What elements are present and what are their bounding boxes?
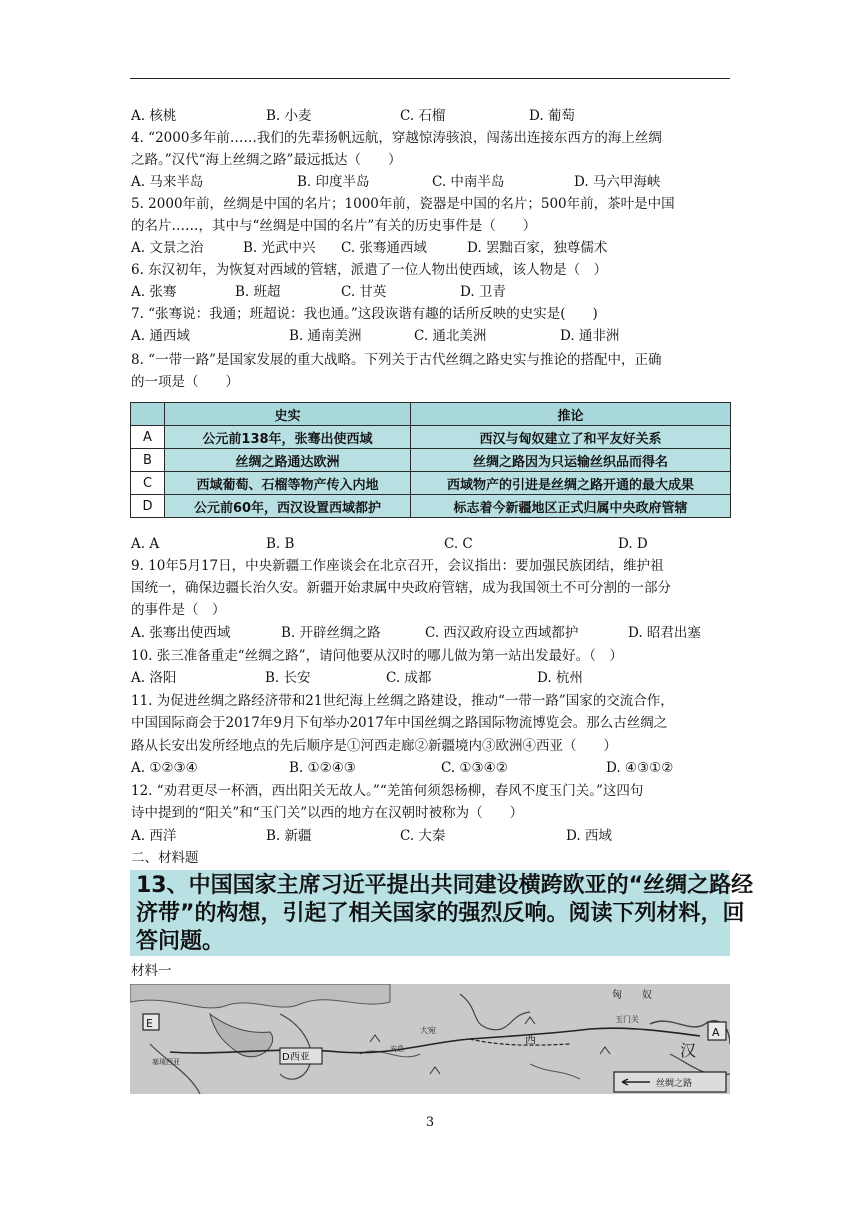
q11-option-a: A. ①②③④	[131, 760, 198, 776]
q10-option-a: A. 洛阳	[131, 670, 177, 686]
row-fact: 西域葡萄、石榴等物产传入内地	[165, 472, 411, 495]
map-label-han: 汉	[680, 1041, 697, 1060]
q11-option-b: B. ①②④③	[289, 760, 356, 776]
q12-line2: 诗中提到的“阳关”和“玉门关”以西的地方在汉朝时被称为（ ）	[131, 805, 524, 821]
q10-option-d: D. 杭州	[537, 670, 583, 686]
map-legend-label: 丝绸之路	[656, 1079, 693, 1089]
q8-option-c: C. C	[444, 536, 473, 552]
q11-line1: 11. 为促进丝绸之路经济带和21世纪海上丝绸之路建设，推动“一带一路”国家的交流合作，	[131, 693, 674, 709]
row-inference: 西域物产的引进是丝绸之路开通的最大成果	[411, 472, 731, 495]
map-label-yumenguan: 玉门关	[615, 1015, 639, 1024]
row-fact: 公元前60年，西汉设置西域都护	[165, 495, 411, 518]
silk-road-map-drawing	[130, 984, 730, 1094]
table-row	[131, 449, 731, 472]
map-label-anxi: 安息	[390, 1045, 404, 1053]
q13-banner-line1: 13、中国国家主席习近平提出共同建设横跨欧亚的“丝绸之路经	[136, 873, 754, 898]
row-inference: 标志着今新疆地区正式归属中央政府管辖	[411, 495, 731, 518]
q7-option-b: B. 通南美洲	[289, 328, 362, 344]
q4-line1: 4. “2000多年前……我们的先辈扬帆远航，穿越惊涛骇浪，闯荡出连接东西方的海上丝绸	[131, 130, 662, 146]
q9-option-c: C. 西汉政府设立西域都护	[425, 625, 579, 641]
map-label-daqin: 塞琉西亚	[152, 1058, 180, 1066]
q8-option-b: B. B	[266, 536, 295, 552]
q9-option-a: A. 张骞出使西域	[131, 625, 231, 641]
row-letter: C	[131, 472, 165, 495]
q13-banner	[130, 870, 754, 956]
q11-option-c: C. ①③④②	[441, 760, 508, 776]
map-label-dayuan: 大宛	[420, 1026, 436, 1035]
q3-option-c: C. 石榴	[400, 108, 446, 124]
material-label: 材料一	[131, 963, 172, 979]
table-header-fact: 史实	[165, 403, 411, 426]
page-number: 3	[425, 1115, 435, 1130]
q7-option-a: A. 通西域	[131, 328, 190, 344]
map-label-d: D西亚	[282, 1052, 310, 1063]
q7-option-c: C. 通北美洲	[414, 328, 487, 344]
q9-line2: 国统一，确保边疆长治久安。新疆开始隶属中央政府管辖，成为我国领土不可分割的一部分	[131, 580, 671, 596]
q9-line3: 的事件是（ ）	[131, 602, 226, 618]
q11-option-d: D. ④③①②	[606, 760, 674, 776]
q12-option-d: D. 西域	[566, 828, 612, 844]
q13-banner-line3: 答问题。	[136, 929, 225, 954]
header-rule	[130, 78, 730, 79]
q9-line1: 9. 10年5月17日，中央新疆工作座谈会在北京召开，会议指出：要加强民族团结，维护祖	[131, 558, 664, 574]
q4-option-d: D. 马六甲海峡	[574, 174, 661, 190]
q4-option-c: C. 中南半岛	[432, 174, 505, 190]
q8-line2: 的一项是（ ）	[131, 374, 239, 390]
row-inference: 丝绸之路因为只运输丝织品而得名	[411, 449, 731, 472]
q12-option-c: C. 大秦	[400, 828, 446, 844]
q5-option-b: B. 光武中兴	[243, 240, 316, 256]
q3-option-b: B. 小麦	[266, 108, 312, 124]
q6-option-d: D. 卫青	[460, 284, 506, 300]
map-label-a: A	[712, 1026, 720, 1039]
table-header-row	[131, 403, 731, 426]
map-label-xi: 西	[525, 1033, 536, 1046]
q8-line1: 8. “一带一路”是国家发展的重大战略。下列关于古代丝绸之路史实与推论的搭配中，正确	[131, 352, 662, 368]
q12-option-b: B. 新疆	[266, 828, 312, 844]
q8-table	[130, 402, 731, 518]
row-fact: 公元前138年，张骞出使西域	[165, 426, 411, 449]
q10-option-b: B. 长安	[265, 670, 311, 686]
q8-option-a: A. A	[131, 536, 160, 552]
table-row	[131, 426, 731, 449]
q6-line1: 6. 东汉初年，为恢复对西域的管辖，派遣了一位人物出使西域，该人物是（ ）	[131, 262, 608, 278]
q3-option-d: D. 葡萄	[529, 108, 575, 124]
q5-option-a: A. 文景之治	[131, 240, 204, 256]
map-label-e: E	[146, 1017, 153, 1030]
table-row	[131, 495, 731, 518]
q11-line3: 路从长安出发所经地点的先后顺序是①河西走廊②新疆境内③欧洲④西亚（ ）	[131, 738, 617, 754]
row-fact: 丝绸之路通达欧洲	[165, 449, 411, 472]
section-heading: 二、材料题	[131, 850, 199, 866]
q6-option-b: B. 班超	[235, 284, 281, 300]
q5-line2: 的名片……，其中与“丝绸是中国的名片”有关的历史事件是（ ）	[131, 218, 537, 234]
q12-line1: 12. “劝君更尽一杯酒，西出阳关无故人。”“羌笛何须怨杨柳，春风不度玉门关。”这四句	[131, 783, 644, 799]
q13-banner-line2: 济带”的构想，引起了相关国家的强烈反响。阅读下列材料，回	[136, 901, 745, 926]
q10-option-c: C. 成都	[386, 670, 432, 686]
q10-line1: 10. 张三准备重走“丝绸之路”，请问他要从汉时的哪儿做为第一站出发最好。（ ）	[131, 648, 623, 664]
q9-option-b: B. 开辟丝绸之路	[281, 625, 381, 641]
q5-option-d: D. 罢黜百家，独尊儒术	[467, 240, 608, 256]
row-letter: A	[131, 426, 165, 449]
q6-option-a: A. 张骞	[131, 284, 177, 300]
q4-line2: 之路。”汉代“海上丝绸之路”最远抵达（ ）	[131, 152, 402, 168]
silk-road-map	[130, 984, 730, 1094]
q6-option-c: C. 甘英	[341, 284, 387, 300]
map-label-xiongnu: 匈 奴	[612, 990, 652, 1001]
q8-option-d: D. D	[618, 536, 648, 552]
q4-option-b: B. 印度半岛	[297, 174, 370, 190]
table-header-empty	[131, 403, 165, 426]
table-header-inference: 推论	[411, 403, 731, 426]
q12-option-a: A. 西洋	[131, 828, 177, 844]
q7-line1: 7. “张骞说：我通；班超说：我也通。”这段诙谐有趣的话所反映的史实是( )	[131, 306, 598, 322]
q11-line2: 中国国际商会于2017年9月下旬举办2017年中国丝绸之路国际物流博览会。那么古丝绸之	[131, 715, 668, 731]
q5-option-c: C. 张骞通西域	[341, 240, 427, 256]
q9-option-d: D. 昭君出塞	[628, 625, 701, 641]
row-letter: D	[131, 495, 165, 518]
q4-option-a: A. 马来半岛	[131, 174, 204, 190]
table-row	[131, 472, 731, 495]
row-inference: 西汉与匈奴建立了和平友好关系	[411, 426, 731, 449]
row-letter: B	[131, 449, 165, 472]
q3-option-a: A. 核桃	[131, 108, 177, 124]
q5-line1: 5. 2000年前，丝绸是中国的名片；1000年前，瓷器是中国的名片；500年前，茶叶是中国	[131, 196, 675, 212]
q7-option-d: D. 通非洲	[560, 328, 620, 344]
